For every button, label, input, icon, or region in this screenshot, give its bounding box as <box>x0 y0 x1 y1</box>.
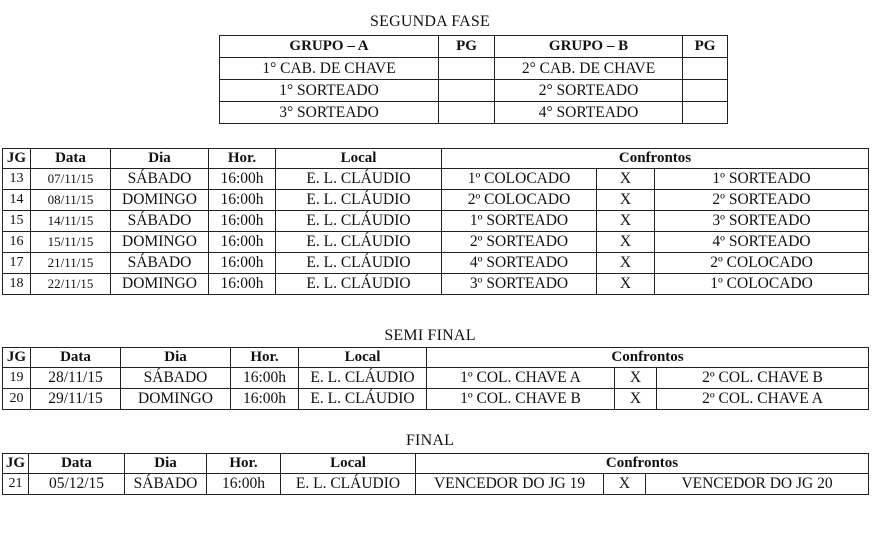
away-team-cell: 2º SORTEADO <box>655 190 869 211</box>
jg-cell: 21 <box>3 474 29 495</box>
segunda-fase-games-table <box>2 148 869 295</box>
table-row <box>3 253 869 274</box>
semi-final-title: SEMI FINAL <box>384 327 476 344</box>
local-cell: E. L. CLÁUDIO <box>276 232 442 253</box>
grupo-b-cell: 4° SORTEADO <box>495 102 683 124</box>
hora-cell: 16:00h <box>207 474 281 495</box>
hora-cell: 16:00h <box>209 211 276 232</box>
pg-b-cell <box>683 58 728 80</box>
header-confrontos: Confrontos <box>416 454 869 474</box>
hora-cell: 16:00h <box>231 389 299 410</box>
versus-cell: X <box>597 253 655 274</box>
hora-cell: 16:00h <box>231 368 299 389</box>
header-grupo-a: GRUPO – A <box>220 36 439 58</box>
jg-cell: 13 <box>3 169 31 190</box>
dia-cell: DOMINGO <box>111 190 209 211</box>
local-cell: E. L. CLÁUDIO <box>281 474 416 495</box>
pg-a-cell <box>439 58 495 80</box>
table-row <box>3 190 869 211</box>
grupo-b-cell: 2° CAB. DE CHAVE <box>495 58 683 80</box>
header-dia: Dia <box>111 149 209 169</box>
header-data: Data <box>31 348 121 368</box>
header-hor: Hor. <box>209 149 276 169</box>
data-cell: 05/12/15 <box>29 474 125 495</box>
table-row <box>3 274 869 295</box>
hora-cell: 16:00h <box>209 232 276 253</box>
local-cell: E. L. CLÁUDIO <box>276 190 442 211</box>
home-team-cell: 2º COLOCADO <box>442 190 597 211</box>
jg-cell: 17 <box>3 253 31 274</box>
away-team-cell: 1º COLOCADO <box>655 274 869 295</box>
data-cell: 21/11/15 <box>31 253 111 274</box>
dia-cell: SÁBADO <box>111 211 209 232</box>
data-cell: 29/11/15 <box>31 389 121 410</box>
away-team-cell: 2º COL. CHAVE B <box>657 368 869 389</box>
header-jg: JG <box>3 348 31 368</box>
header-local: Local <box>299 348 427 368</box>
away-team-cell: 2º COL. CHAVE A <box>657 389 869 410</box>
home-team-cell: 4º SORTEADO <box>442 253 597 274</box>
pg-a-cell <box>439 80 495 102</box>
final-table <box>2 453 869 495</box>
grupo-a-cell: 1° CAB. DE CHAVE <box>220 58 439 80</box>
table-row <box>220 80 728 102</box>
local-cell: E. L. CLÁUDIO <box>276 169 442 190</box>
home-team-cell: 3º SORTEADO <box>442 274 597 295</box>
local-cell: E. L. CLÁUDIO <box>276 253 442 274</box>
dia-cell: DOMINGO <box>111 274 209 295</box>
data-cell: 07/11/15 <box>31 169 111 190</box>
away-team-cell: 2º COLOCADO <box>655 253 869 274</box>
header-local: Local <box>276 149 442 169</box>
versus-cell: X <box>597 169 655 190</box>
local-cell: E. L. CLÁUDIO <box>299 389 427 410</box>
header-jg: JG <box>3 454 29 474</box>
jg-cell: 15 <box>3 211 31 232</box>
jg-cell: 14 <box>3 190 31 211</box>
versus-cell: X <box>597 211 655 232</box>
jg-cell: 18 <box>3 274 31 295</box>
pg-b-cell <box>683 102 728 124</box>
hora-cell: 16:00h <box>209 253 276 274</box>
versus-cell: X <box>597 274 655 295</box>
table-header-row <box>220 36 728 58</box>
away-team-cell: 1º SORTEADO <box>655 169 869 190</box>
home-team-cell: 1º COL. CHAVE A <box>427 368 615 389</box>
dia-cell: SÁBADO <box>121 368 231 389</box>
dia-cell: SÁBADO <box>111 253 209 274</box>
pg-b-cell <box>683 80 728 102</box>
table-row <box>3 474 869 495</box>
semi-final-table <box>2 347 869 410</box>
segunda-fase-title: SEGUNDA FASE <box>370 13 490 30</box>
hora-cell: 16:00h <box>209 274 276 295</box>
home-team-cell: VENCEDOR DO JG 19 <box>416 474 604 495</box>
local-cell: E. L. CLÁUDIO <box>276 274 442 295</box>
data-cell: 08/11/15 <box>31 190 111 211</box>
header-pg-b: PG <box>683 36 728 58</box>
header-dia: Dia <box>121 348 231 368</box>
table-header-row <box>3 454 869 474</box>
away-team-cell: 4º SORTEADO <box>655 232 869 253</box>
home-team-cell: 1º COLOCADO <box>442 169 597 190</box>
table-row <box>3 368 869 389</box>
versus-cell: X <box>597 190 655 211</box>
jg-cell: 16 <box>3 232 31 253</box>
header-local: Local <box>281 454 416 474</box>
data-cell: 15/11/15 <box>31 232 111 253</box>
header-confrontos: Confrontos <box>442 149 869 169</box>
header-dia: Dia <box>125 454 207 474</box>
header-data: Data <box>31 149 111 169</box>
table-row <box>3 232 869 253</box>
final-title: FINAL <box>405 432 455 449</box>
pg-a-cell <box>439 102 495 124</box>
segunda-fase-groups-table <box>219 35 728 124</box>
home-team-cell: 2º SORTEADO <box>442 232 597 253</box>
hora-cell: 16:00h <box>209 169 276 190</box>
header-hor: Hor. <box>231 348 299 368</box>
away-team-cell: VENCEDOR DO JG 20 <box>646 474 869 495</box>
jg-cell: 19 <box>3 368 31 389</box>
hora-cell: 16:00h <box>209 190 276 211</box>
dia-cell: DOMINGO <box>121 389 231 410</box>
dia-cell: SÁBADO <box>111 169 209 190</box>
table-header-row <box>3 348 869 368</box>
data-cell: 28/11/15 <box>31 368 121 389</box>
versus-cell: X <box>597 232 655 253</box>
header-confrontos: Confrontos <box>427 348 869 368</box>
header-grupo-b: GRUPO – B <box>495 36 683 58</box>
data-cell: 14/11/15 <box>31 211 111 232</box>
home-team-cell: 1º SORTEADO <box>442 211 597 232</box>
away-team-cell: 3º SORTEADO <box>655 211 869 232</box>
table-row <box>220 58 728 80</box>
dia-cell: DOMINGO <box>111 232 209 253</box>
grupo-a-cell: 1° SORTEADO <box>220 80 439 102</box>
header-jg: JG <box>3 149 31 169</box>
jg-cell: 20 <box>3 389 31 410</box>
local-cell: E. L. CLÁUDIO <box>276 211 442 232</box>
dia-cell: SÁBADO <box>125 474 207 495</box>
table-row <box>220 102 728 124</box>
table-row <box>3 389 869 410</box>
grupo-b-cell: 2° SORTEADO <box>495 80 683 102</box>
table-header-row <box>3 149 869 169</box>
versus-cell: X <box>604 474 646 495</box>
table-row <box>3 169 869 190</box>
grupo-a-cell: 3° SORTEADO <box>220 102 439 124</box>
header-pg-a: PG <box>439 36 495 58</box>
home-team-cell: 1º COL. CHAVE B <box>427 389 615 410</box>
versus-cell: X <box>615 389 657 410</box>
data-cell: 22/11/15 <box>31 274 111 295</box>
header-hor: Hor. <box>207 454 281 474</box>
table-row <box>3 211 869 232</box>
versus-cell: X <box>615 368 657 389</box>
local-cell: E. L. CLÁUDIO <box>299 368 427 389</box>
header-data: Data <box>29 454 125 474</box>
